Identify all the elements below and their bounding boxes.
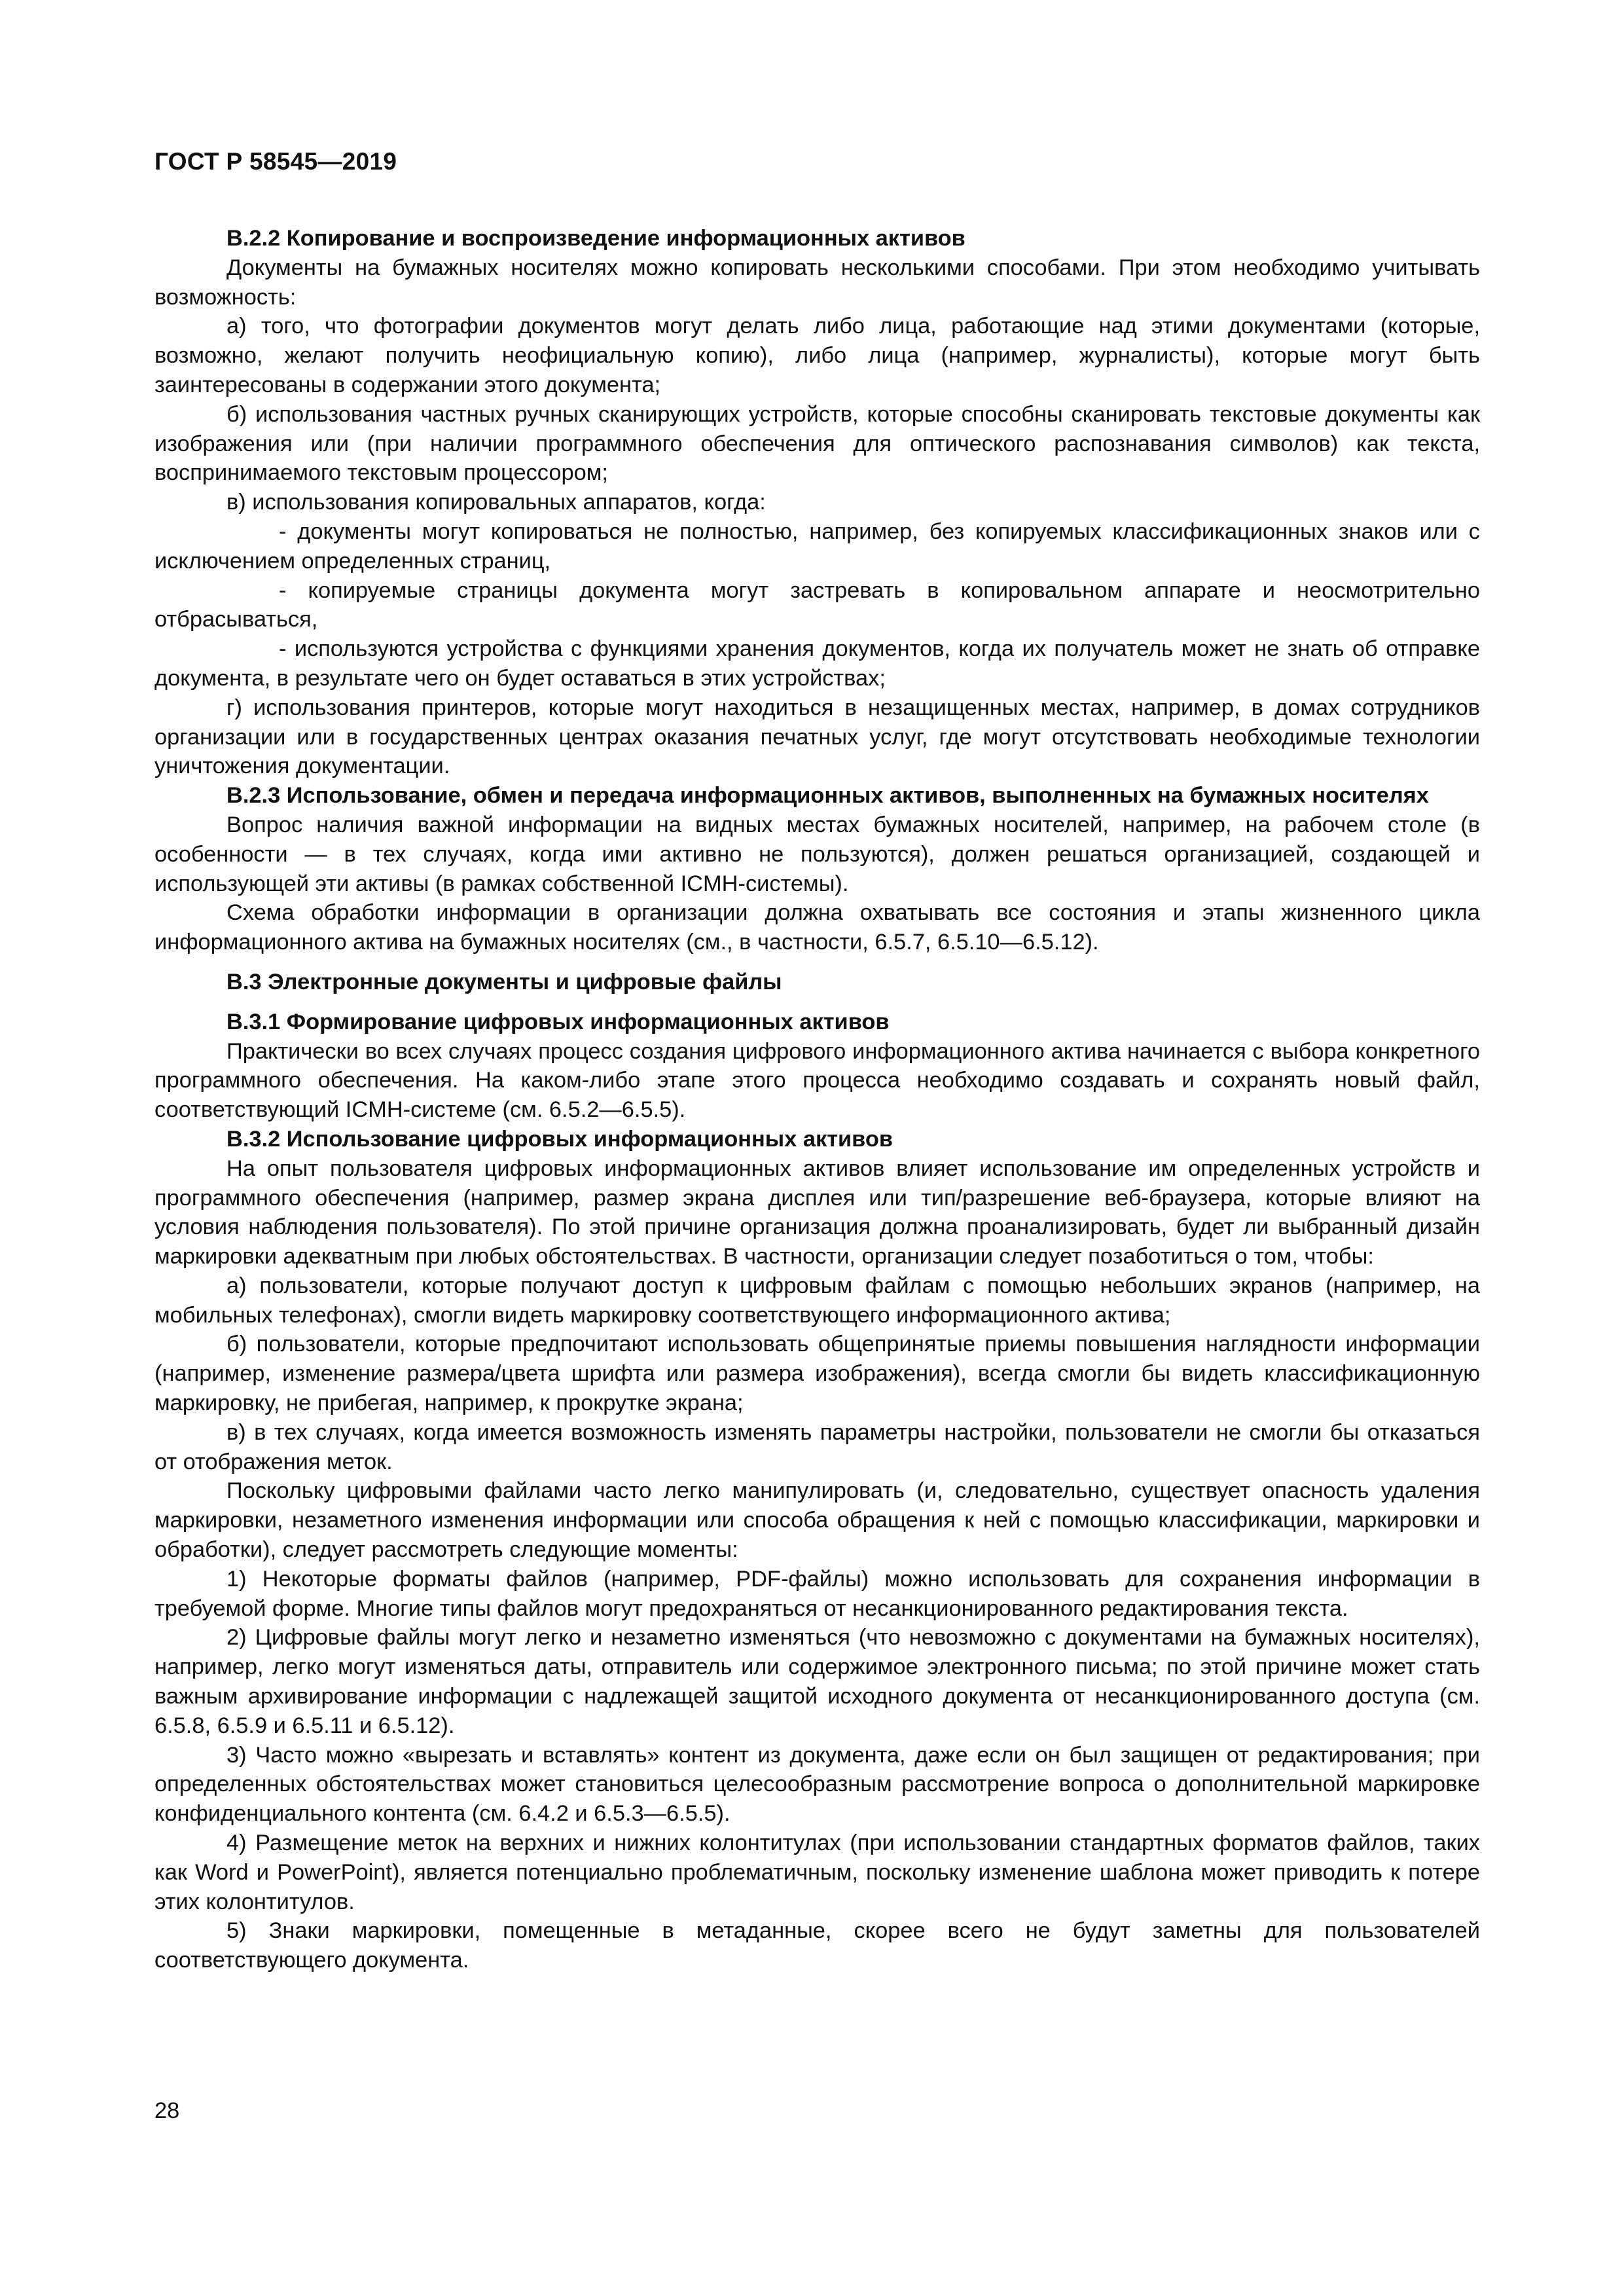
page-number: 28	[154, 2098, 180, 2123]
heading-b23: В.2.3 Использование, обмен и передача информационных активов, выполненных на бумажных носителях	[226, 783, 1429, 809]
list-item-v: в) использования копировальных аппаратов, когда:	[226, 490, 766, 515]
list-item-b: б) пользователи, которые предпочитают использовать общепринятые приемы повышения наглядности информации (например, изменение размера/цвета шрифта или размера изображения), всегда смогли бы видеть классификационную маркировку, не прибегая, например, к прокрутке экрана;	[154, 1332, 1480, 1416]
list-item-b: б) использования частных ручных сканирующих устройств, которые способны сканировать текстовые документы как изображения или (при наличии программного обеспечения для оптического распознавания символов) как текста, воспринимаемого текстовым процессором;	[154, 401, 1480, 486]
list-item-v: в) в тех случаях, когда имеется возможность изменять параметры настройки, пользователи не смогли бы отказаться от отображения меток.	[154, 1419, 1480, 1474]
standard-header: ГОСТ Р 58545—2019	[154, 148, 397, 175]
dash-item: - документы могут копироваться не полностью, например, без копируемых классификационных знаков или с исключением определенных страниц,	[154, 519, 1480, 574]
paragraph: Схема обработки информации в организации должна охватывать все состояния и этапы жизненного цикла информационного актива на бумажных носителях (см., в частности, 6.5.7, 6.5.10—6.5.12).	[154, 900, 1480, 955]
list-item-g: г) использования принтеров, которые могут находиться в незащищенных местах, например, в домах сотрудников организации или в государственных центрах оказания печатных услуг, где могут отсутствовать необходимые технологии уничтожения документации.	[154, 695, 1480, 779]
heading-b22: В.2.2 Копирование и воспроизведение информационных активов	[226, 226, 965, 251]
numbered-item-3: 3) Часто можно «вырезать и вставлять» контент из документа, даже если он был защищен от редактирования; при определенных обстоятельствах может становиться целесообразным рассмотрение вопроса о дополнительной маркировке конфиденциального контента (см. 6.4.2 и 6.5.3—6.5.5).	[154, 1742, 1480, 1827]
heading-b32: В.3.2 Использование цифровых информационных активов	[226, 1126, 893, 1152]
list-item-a: а) того, что фотографии документов могут делать либо лица, работающие над этими документами (которые, возможно, желают получить неофициальную копию), либо лица (например, журналисты), которые могут быть заинтересованы в содержании этого документа;	[154, 314, 1480, 397]
paragraph: Практически во всех случаях процесс создания цифрового информационного актива начинается с выбора конкретного программного обеспечения. На каком-либо этапе этого процесса необходимо создавать и сохранять новый файл, соответствующий ICMH-системе (см. 6.5.2—6.5.5).	[154, 1038, 1480, 1123]
paragraph: На опыт пользователя цифровых информационных активов влияет использование им определенных устройств и программного обеспечения (например, размер экрана дисплея или тип/разрешение веб-браузера, которые влияют на условия наблюдения пользователя). По этой причине организация должна проанализировать, будет ли выбранный дизайн маркировки адекватным при любых обстоятельствах. В частности, организации следует позаботиться о том, чтобы:	[154, 1156, 1480, 1269]
list-item-a: а) пользователи, которые получают доступ к цифровым файлам с помощью небольших экранов (например, на мобильных телефонах), смогли видеть маркировку соответствующего информационного актива;	[154, 1273, 1480, 1328]
paragraph: Поскольку цифровыми файлами часто легко манипулировать (и, следовательно, существует опасность удаления маркировки, незаметного изменения информации или способа обращения к ней с помощью классификации, маркировки и обработки), следует рассмотреть следующие моменты:	[154, 1478, 1480, 1563]
heading-b31: В.3.1 Формирование цифровых информационных активов	[226, 1009, 890, 1034]
numbered-item-2: 2) Цифровые файлы могут легко и незаметно изменяться (что невозможно с документами на бумажных носителях), например, легко могут изменяться даты, отправитель или содержимое электронного письма; по этой причине может стать важным архивирование информации с надлежащей защитой исходного документа от несанкционированного доступа (см. 6.5.8, 6.5.9 и 6.5.11 и 6.5.12).	[154, 1625, 1480, 1738]
paragraph: Вопрос наличия важной информации на видных местах бумажных носителей, например, на рабочем столе (в особенности — в тех случаях, когда ими активно не пользуются), должен решаться организацией, создающей и использующей эти активы (в рамках собственной ICMH-системы).	[154, 812, 1480, 896]
dash-item: - используются устройства с функциями хранения документов, когда их получатель может не знать об отправке документа, в результате чего он будет оставаться в этих устройствах;	[154, 636, 1480, 691]
paragraph: Документы на бумажных носителях можно копировать несколькими способами. При этом необходимо учитывать возможность:	[154, 255, 1480, 310]
numbered-item-4: 4) Размещение меток на верхних и нижних колонтитулах (при использовании стандартных форматов файлов, таких как Word и PowerPoint), является потенциально проблематичным, поскольку изменение шаблона может приводить к потере этих колонтитулов.	[154, 1831, 1480, 1914]
heading-b3: В.3 Электронные документы и цифровые файлы	[226, 969, 782, 994]
numbered-item-5: 5) Знаки маркировки, помещенные в метаданные, скорее всего не будут заметны для пользователей соответствующего документа.	[154, 1918, 1480, 1973]
numbered-item-1: 1) Некоторые форматы файлов (например, PDF-файлы) можно использовать для сохранения информации в требуемой форме. Многие типы файлов могут предохраняться от несанкционированного редактирования текста.	[154, 1566, 1480, 1621]
dash-item: - копируемые страницы документа могут застревать в копировальном аппарате и неосмотрительно отбрасываться,	[154, 577, 1480, 632]
document-body	[154, 224, 1480, 1975]
